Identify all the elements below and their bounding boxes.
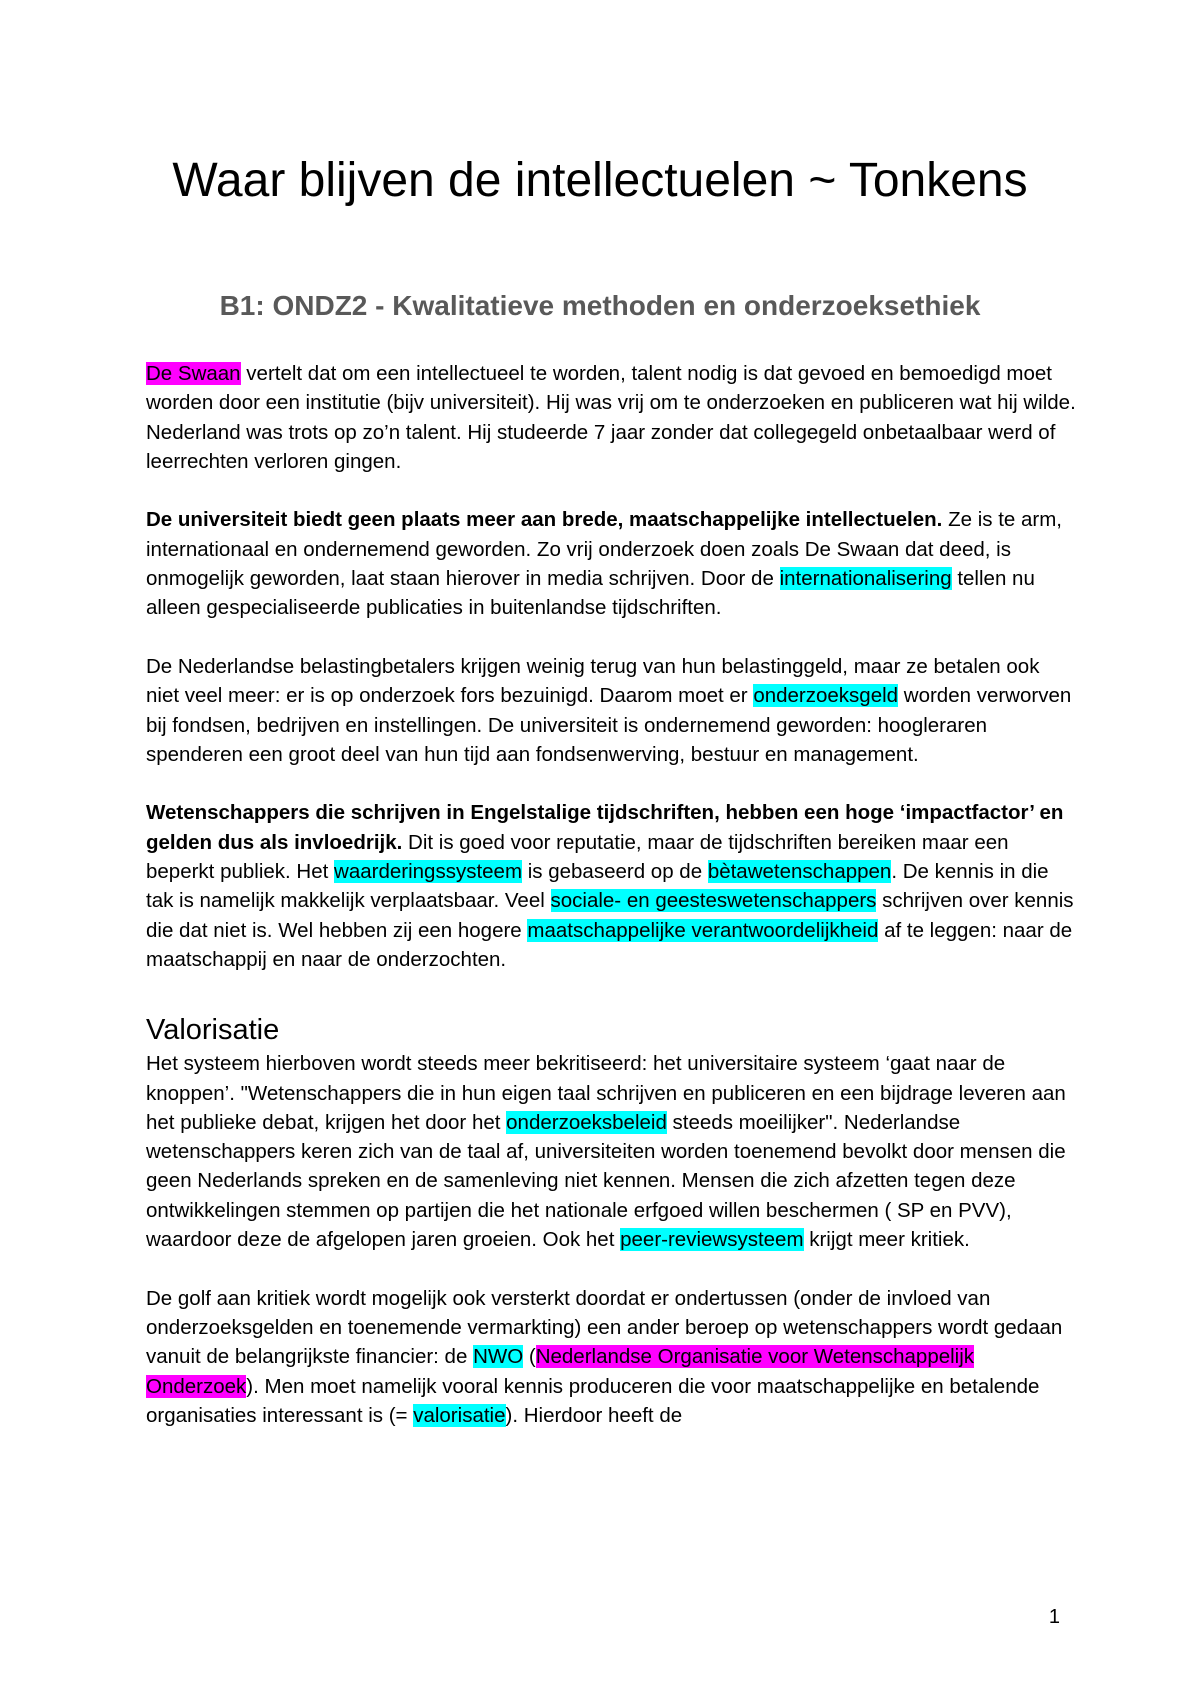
paragraph-belastingbetalers xyxy=(146,652,1076,769)
paragraph-text: is gebaseerd op de xyxy=(522,860,708,884)
highlight-nwo: NWO xyxy=(473,1345,524,1369)
highlight-nwo-full-name: Nederlandse Organisatie voor Wetenschappelijk Onderzoek xyxy=(146,1345,975,1398)
paragraph-universiteit xyxy=(146,505,1076,622)
paragraph-text: . De kennis in die tak is namelijk makkelijk verplaatsbaar. Veel xyxy=(146,860,1049,913)
paragraph-text: ). Men moet namelijk vooral kennis produceren die voor maatschappelijke en betalende organisaties interessant is (= xyxy=(146,1374,1040,1427)
paragraph-text: De golf aan kritiek wordt mogelijk ook versterkt doordat er ondertussen (onder de invloed van onderzoeksgelden en toenemende vermarkting) een ander beroep op wetenschappers wordt gedaan vanuit de belangrijkste financier: de xyxy=(146,1286,1063,1369)
page-number: 1 xyxy=(1048,1606,1060,1628)
paragraph-wetenschappers xyxy=(146,798,1076,974)
page-title: Waar blijven de intellectuelen ~ Tonkens xyxy=(172,154,1028,207)
paragraph-text: krijgt meer kritiek. xyxy=(803,1228,970,1252)
paragraph-text: af te leggen: naar de maatschappij en naar de onderzochten. xyxy=(146,918,1073,971)
paragraph-text: Dit is goed voor reputatie, maar de tijdschriften bereiken maar een beperkt publiek. Het xyxy=(146,830,1009,884)
highlight-onderzoeksbeleid: onderzoeksbeleid xyxy=(506,1110,667,1134)
highlight-maatschappelijke-verantwoordelijkheid: maatschappelijke verantwoordelijkheid xyxy=(527,918,879,942)
paragraph-text: De Nederlandse belastingbetalers krijgen weinig terug van hun belastinggeld, maar ze betalen ook niet veel meer: er is op onderzoek fors bezuinigd. Daarom moet er xyxy=(146,654,1040,708)
paragraph-text: worden verworven bij fondsen, bedrijven en instellingen. De universiteit is ondernemend geworden: hoogleraren spenderen een groot deel van hun tijd aan fondsenwerving, bestuur en management. xyxy=(146,684,1072,766)
highlight-onderzoeksgeld: onderzoeksgeld xyxy=(753,684,899,708)
bold-lead-sentence: Wetenschappers die schrijven in Engelstalige tijdschriften, hebben een hoge ‘impactfactor’ en gelden dus als invloedrijk. xyxy=(146,801,1064,854)
highlight-waarderingssysteem: waarderingssysteem xyxy=(334,860,523,884)
paragraph-text: ). Hierdoor heeft de xyxy=(505,1403,683,1427)
section-heading-valorisatie: Valorisatie xyxy=(146,1014,280,1047)
paragraph-text: steeds moeilijker". Nederlandse wetenschappers keren zich van de taal af, universiteiten worden toenemend bevolkt door mensen die geen Nederlands spreken en de samenleving niet kennen. Mensen die zich afzetten tegen deze ontwikkelingen stemmen op partijen die het nationale erfgoed willen beschermen ( SP en PVV), waardoor deze de afgelopen jaren groeien. Ook het xyxy=(146,1110,1066,1252)
highlight-internationalisering: internationalisering xyxy=(779,567,952,591)
bold-lead-sentence: De universiteit biedt geen plaats meer aan brede, maatschappelijke intellectuelen. xyxy=(146,508,943,532)
paragraph-text: vertelt dat om een intellectueel te worden, talent nodig is dat gevoed en bemoedigd moet worden door een institutie (bijv universiteit). Hij was vrij om te onderzoeken en publiceren wat hij wilde. Nederland was trots op zo’n talent. Hij studeerde 7 jaar zonder dat collegegeld onbetaalbaar werd of leerrechten verloren gingen. xyxy=(146,362,1076,473)
page-subtitle: B1: ONDZ2 - Kwalitatieve methoden en onderzoeksethiek xyxy=(219,290,981,321)
paragraph-text: schrijven over kennis die dat niet is. Wel hebben zij een hogere xyxy=(146,889,1074,942)
paragraph-golf-kritiek xyxy=(146,1284,1076,1430)
paragraph-de-swaan xyxy=(146,359,1076,476)
paragraph-text: tellen nu alleen gespecialiseerde publicaties in buitenlandse tijdschriften. xyxy=(146,567,1035,620)
highlight-de-swaan: De Swaan xyxy=(146,362,241,385)
paragraph-text: Het systeem hierboven wordt steeds meer bekritiseerd: het universitaire systeem ‘gaat naar de knoppen’. "Wetenschappers die in hun eigen taal schrijven en publiceren en een bijdrage leveren aan het publieke debat, krijgen het door het xyxy=(146,1052,1066,1134)
paragraph-kritiek-systeem xyxy=(146,1049,1076,1254)
highlight-valorisatie: valorisatie xyxy=(413,1403,506,1427)
highlight-sociale-geesteswetenschappers: sociale- en geesteswetenschappers xyxy=(550,889,877,913)
paragraph-text: Ze is te arm, internationaal en ondernemend geworden. Zo vrij onderzoek doen zoals De Swaan dat deed, is onmogelijk geworden, laat staan hierover in media schrijven. Door de xyxy=(146,508,1062,591)
highlight-betawetenschappen: bètawetenschappen xyxy=(707,860,892,884)
highlight-peer-reviewsysteem: peer-reviewsysteem xyxy=(620,1228,804,1252)
document-body xyxy=(146,359,1076,1459)
paragraph-text: ( xyxy=(523,1345,536,1369)
